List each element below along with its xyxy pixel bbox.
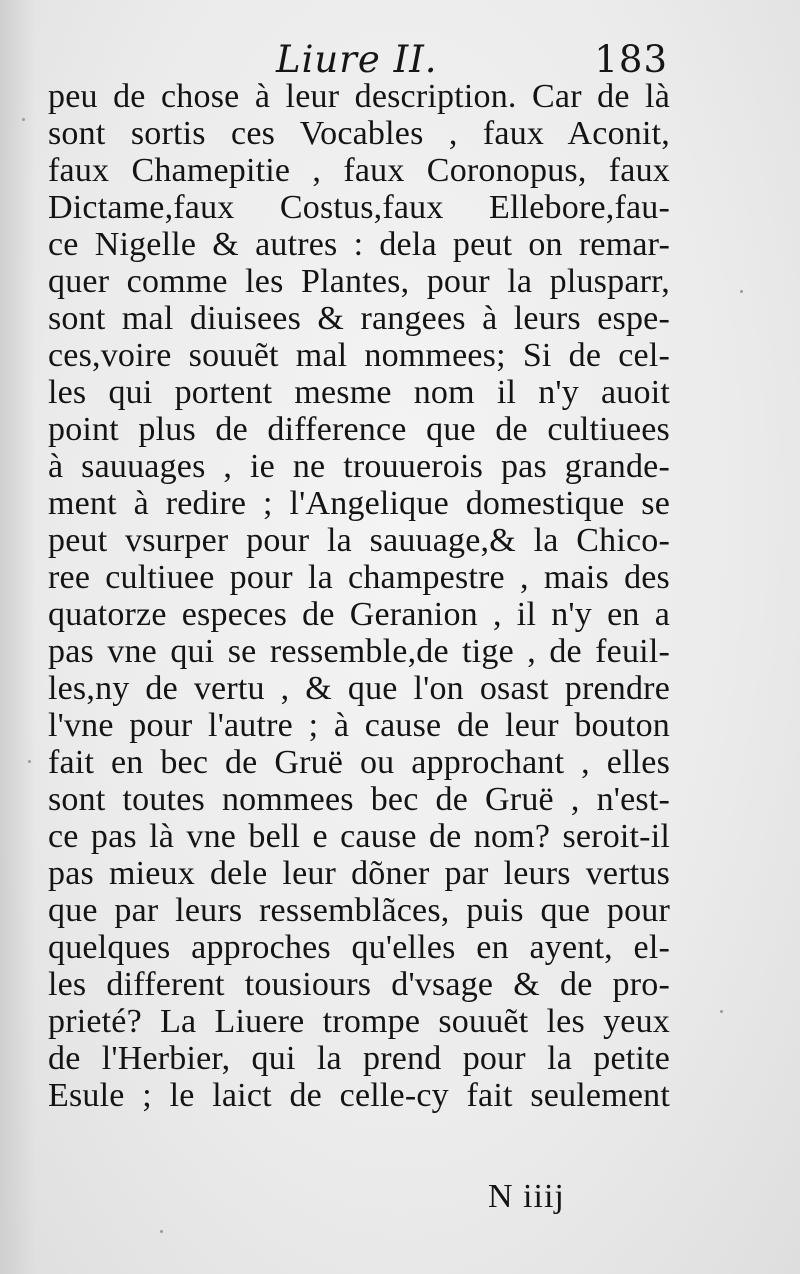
text-line: ment à redire ; l'Angelique domestique se (48, 485, 670, 522)
text-line: peu de chose à leur description. Car de là (48, 78, 670, 115)
text-line: Esule ; le laict de celle-cy fait seulement (48, 1077, 670, 1114)
text-line: à sauuages , ie ne trouuerois pas grande- (48, 448, 670, 485)
text-line: ce Nigelle & autres : dela peut on remar- (48, 226, 670, 263)
text-line: les different tousiours d'vsage & de pro- (48, 966, 670, 1003)
text-line: faux Chamepitie , faux Coronopus, faux (48, 152, 670, 189)
paper-speck (160, 1230, 163, 1233)
text-line: les qui portent mesme nom il n'y auoit (48, 374, 670, 411)
text-line: fait en bec de Gruë ou approchant , elles (48, 744, 670, 781)
running-title: Liure II. (276, 38, 438, 81)
paper-speck (28, 760, 31, 763)
text-line: point plus de difference que de cultiuees (48, 411, 670, 448)
text-line: Dictame,faux Costus,faux Ellebore,fau- (48, 189, 670, 226)
paper-speck (720, 1010, 723, 1013)
text-line: de l'Herbier, qui la prend pour la petite (48, 1040, 670, 1077)
text-line: ce pas là vne bell e cause de nom? seroit-il (48, 818, 670, 855)
text-line: ree cultiuee pour la champestre , mais des (48, 559, 670, 596)
text-line: pas mieux dele leur dõner par leurs vertus (48, 855, 670, 892)
text-line: sont mal diuisees & rangees à leurs espe- (48, 300, 670, 337)
text-line: quelques approches qu'elles en ayent, el- (48, 929, 670, 966)
text-line: que par leurs ressemblãces, puis que pour (48, 892, 670, 929)
text-line: peut vsurper pour la sauuage,& la Chico- (48, 522, 670, 559)
text-line: ces,voire souuẽt mal nommees; Si de cel- (48, 337, 670, 374)
text-line: l'vne pour l'autre ; à cause de leur bouton (48, 707, 670, 744)
text-line: pas vne qui se ressemble,de tige , de feuil- (48, 633, 670, 670)
text-line: sont sortis ces Vocables , faux Aconit, (48, 115, 670, 152)
text-line: sont toutes nommees bec de Gruë , n'est- (48, 781, 670, 818)
text-line: quatorze especes de Geranion , il n'y en a (48, 596, 670, 633)
text-line: prieté? La Liuere trompe souuẽt les yeux (48, 1003, 670, 1040)
text-line: les,ny de vertu , & que l'on osast prendre (48, 670, 670, 707)
signature-mark: N iiij (488, 1178, 565, 1215)
text-line: quer comme les Plantes, pour la plusparr, (48, 263, 670, 300)
paper-speck (740, 290, 743, 293)
page-number: 183 (594, 38, 668, 81)
paper-speck (22, 118, 25, 121)
body-text (48, 78, 670, 1114)
